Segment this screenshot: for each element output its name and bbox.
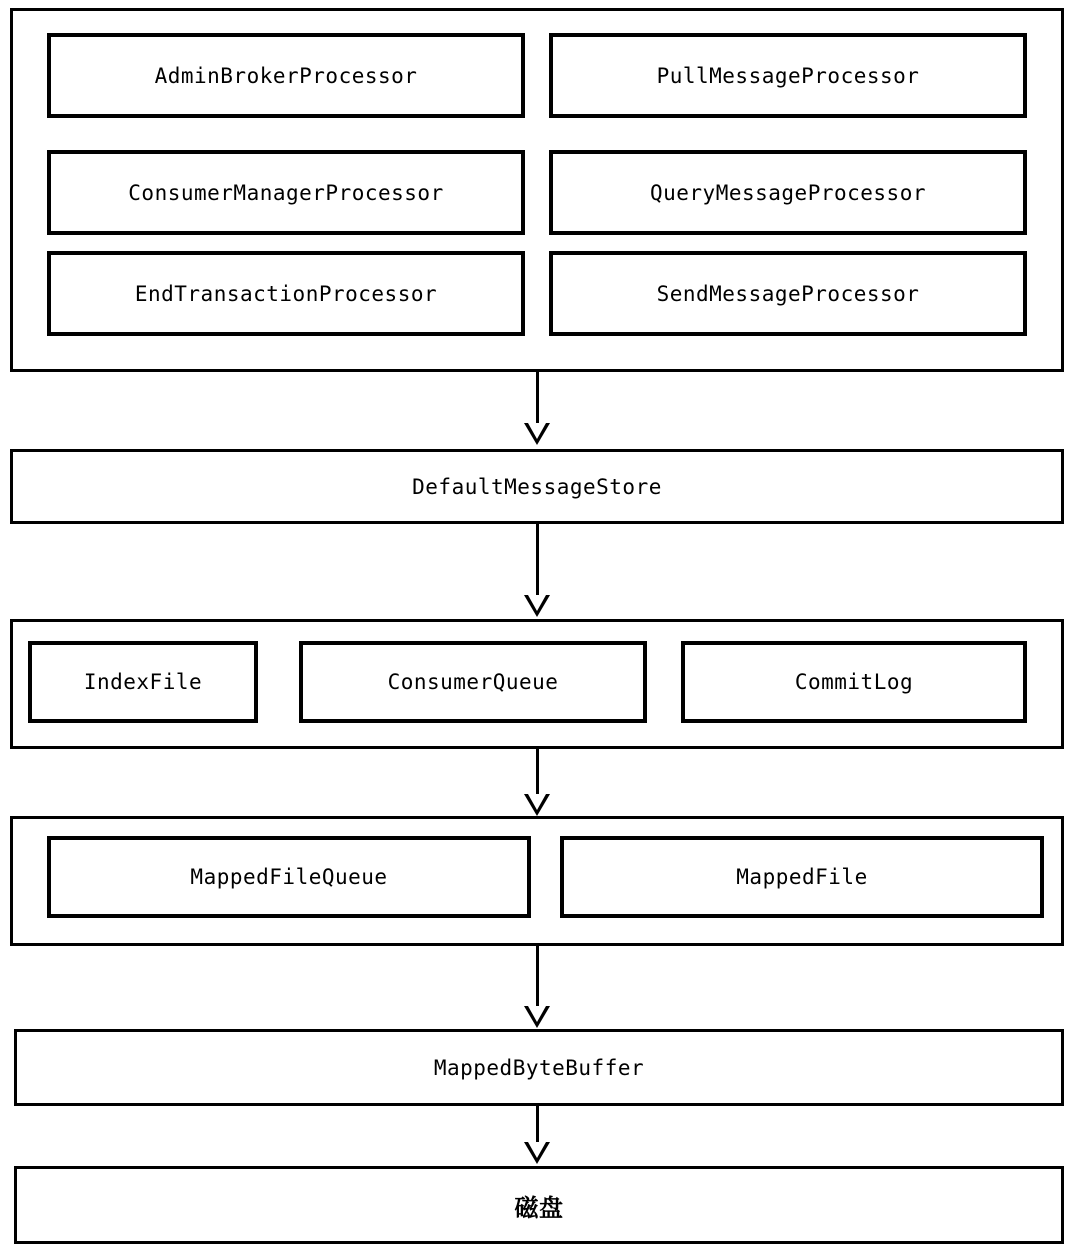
node-end-transaction-processor[interactable] [47, 251, 525, 336]
arrow-buffer-to-disk [517, 1106, 557, 1164]
node-query-message-processor[interactable] [549, 150, 1027, 235]
node-mapped-file-queue[interactable] [47, 836, 531, 918]
node-label: ConsumerManagerProcessor [128, 180, 444, 205]
node-admin-broker-processor[interactable] [47, 33, 525, 118]
node-label: IndexFile [83, 670, 203, 694]
node-disk[interactable] [14, 1166, 1064, 1244]
node-mapped-byte-buffer[interactable] [14, 1029, 1064, 1106]
arrow-head [524, 794, 550, 816]
arrow-shaft [536, 946, 539, 1006]
arrow-processor-group-to-message-store [517, 372, 557, 445]
arrow-store-files-to-mapped-file [517, 749, 557, 816]
arrow-head [524, 1142, 550, 1164]
arrow-head [524, 1006, 550, 1028]
arrow-shaft [536, 749, 539, 794]
arrow-head [524, 595, 550, 617]
arrow-shaft [536, 524, 539, 595]
node-label: MappedFileQueue [190, 865, 388, 889]
node-label: 磁盘 [514, 1193, 564, 1222]
node-label: MappedByteBuffer [433, 1055, 645, 1080]
arrow-head [524, 423, 550, 445]
node-send-message-processor[interactable] [549, 251, 1027, 336]
arrow-shaft [536, 1106, 539, 1142]
node-label: CommitLog [794, 670, 914, 694]
node-consumer-queue[interactable] [299, 641, 647, 723]
node-index-file[interactable] [28, 641, 258, 723]
node-label: MappedFile [736, 865, 868, 889]
arrow-message-store-to-store-files [517, 524, 557, 617]
arrow-shaft [536, 372, 539, 423]
node-label: SendMessageProcessor [656, 281, 920, 306]
node-mapped-file[interactable] [560, 836, 1044, 918]
node-label: QueryMessageProcessor [649, 180, 926, 205]
node-label: ConsumerQueue [387, 670, 559, 694]
node-default-message-store[interactable] [10, 449, 1064, 524]
arrow-mapped-file-to-buffer [517, 946, 557, 1028]
node-label: DefaultMessageStore [412, 474, 662, 499]
node-consumer-manager-processor[interactable] [47, 150, 525, 235]
node-pull-message-processor[interactable] [549, 33, 1027, 118]
node-label: PullMessageProcessor [656, 63, 920, 88]
node-commit-log[interactable] [681, 641, 1027, 723]
node-label: EndTransactionProcessor [134, 281, 438, 306]
node-label: AdminBrokerProcessor [154, 63, 418, 88]
